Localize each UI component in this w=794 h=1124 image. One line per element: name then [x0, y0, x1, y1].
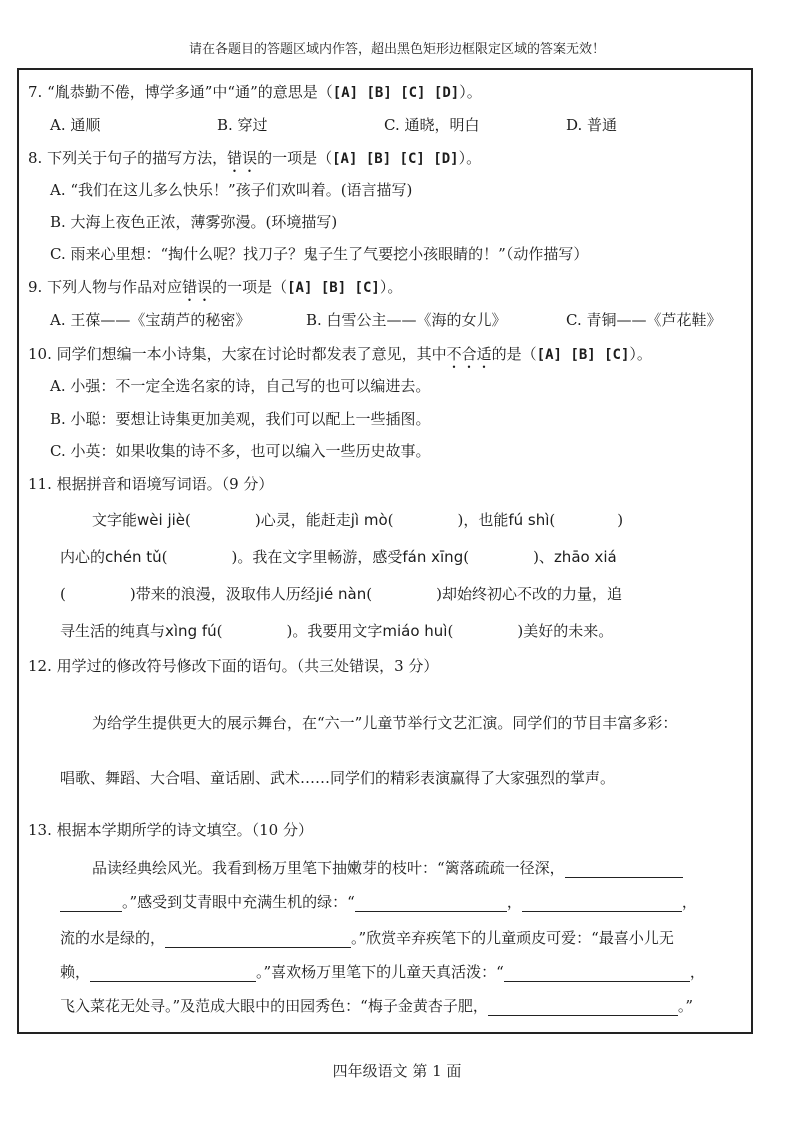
q7-option-a: A. 通顺: [50, 116, 101, 134]
answer-blank[interactable]: [565, 861, 683, 878]
q13-line-3: 流的水是绿的， 。”欣赏辛弃疾笔下的儿童顽皮可爱：“最喜小儿无: [60, 929, 674, 947]
pinyin-xing-fu: xìng fú: [165, 622, 217, 640]
q10-option-c: C. 小英：如果收集的诗不多，也可以编入一些历史故事。: [50, 442, 431, 460]
q11-line-1: 文字能wèi jiè( )心灵，能赶走jì mò( )，也能fú shì( ): [92, 511, 624, 529]
q7-option-d: D. 普通: [566, 116, 618, 134]
answer-blank[interactable]: [488, 999, 678, 1016]
question-7-stem: 7. “胤恭勤不倦，博学多通”中“通”的意思是（[A] [B] [C] [D]）。: [28, 83, 482, 101]
q10-answer-choices[interactable]: [A] [B] [C]: [536, 347, 630, 363]
q8-option-a: A. “我们在这儿多么快乐！”孩子们欢叫着。(语言描写): [50, 181, 413, 199]
q9-option-a: A. 王葆——《宝葫芦的秘密》: [50, 311, 251, 329]
q9-answer-choices[interactable]: [A] [B] [C]: [287, 280, 380, 296]
pinyin-fan-xing: fán xīng: [402, 548, 464, 566]
answer-blank[interactable]: [522, 895, 682, 912]
q13-line-2: 。”感受到艾青眼中充满生机的绿：“ ， ，: [60, 892, 697, 912]
question-8-stem: 8. 下列关于句子的描写方法，错误的一项是（[A] [B] [C] [D]）。: [28, 149, 482, 167]
pinyin-miao-hui: miáo huì: [382, 622, 448, 640]
q8-option-b: B. 大海上夜色正浓，薄雾弥漫。(环境描写): [50, 213, 338, 231]
q9-option-c: C. 青铜——《芦花鞋》: [566, 311, 722, 329]
answer-blank[interactable]: [504, 965, 690, 982]
q13-line-5: 飞入菜花无处寻。”及范成大眼中的田园秀色：“梅子金黄杏子肥， 。”: [60, 997, 694, 1015]
page-footer: 四年级语文 第 1 面: [332, 1062, 462, 1080]
q7-option-c: C. 通晓，明白: [384, 116, 480, 134]
q10-option-a: A. 小强：不一定全选名家的诗，自己写的也可以编进去。: [50, 377, 431, 395]
q9-option-b: B. 白雪公主——《海的女儿》: [306, 311, 507, 329]
q13-line-1: 品读经典绘风光。我看到杨万里笔下抽嫩芽的枝叶：“篱落疏疏一径深，: [92, 858, 683, 878]
pinyin-ji-mo: jì mò: [350, 511, 388, 529]
q8-answer-choices[interactable]: [A] [B] [C] [D]: [332, 151, 459, 167]
q11-line-2: 内心的chén tǔ( )。我在文字里畅游，感受fán xīng( )、zhāo xiá: [60, 548, 617, 566]
answer-blank[interactable]: [165, 931, 351, 948]
answer-area-notice: 请在各题目的答题区域内作答，超出黑色矩形边框限定区域的答案无效！: [188, 42, 605, 57]
question-13-title: 13. 根据本学期所学的诗文填空。（10 分）: [28, 821, 313, 839]
q8-option-c: C. 雨来心里想：“掏什么呢？找刀子？鬼子生了气要挖小孩眼睛的！”（动作描写）: [50, 245, 589, 263]
question-10-stem: 10. 同学们想编一本小诗集，大家在讨论时都发表了意见，其中不合适的是（[A] [B] [C]）。: [28, 345, 652, 363]
question-9-stem: 9. 下列人物与作品对应错误的一项是（[A] [B] [C]）。: [28, 278, 403, 296]
answer-blank[interactable]: [60, 895, 122, 912]
pinyin-zhao-xia: zhāo xiá: [553, 548, 617, 566]
q13-line-4: 赖， 。”喜欢杨万里笔下的儿童天真活泼：“ ，: [60, 963, 705, 981]
answer-blank[interactable]: [90, 965, 256, 982]
question-11-title: 11. 根据拼音和语境写词语。（9 分）: [28, 475, 274, 493]
q11-line-4: 寻生活的纯真与xìng fú( )。我要用文字miáo huì( )美好的未来。: [60, 622, 614, 640]
q10-option-b: B. 小聪：要想让诗集更加美观，我们可以配上一些插图。: [50, 410, 431, 428]
answer-blank[interactable]: [355, 895, 507, 912]
q12-passage-line-1: 为给学生提供更大的展示舞台，在“六一”儿童节举行文艺汇演。同学们的节目丰富多彩：: [92, 714, 678, 732]
q7-answer-choices[interactable]: [A] [B] [C] [D]: [332, 85, 460, 101]
pinyin-jie-nan: jié nàn: [315, 585, 367, 603]
pinyin-fu-shi: fú shì: [508, 511, 550, 529]
question-12-title: 12. 用学过的修改符号修改下面的语句。（共三处错误，3 分）: [28, 657, 439, 675]
pinyin-wei-jie: wèi jiè: [137, 511, 186, 529]
pinyin-chen-tu: chén tǔ: [105, 548, 162, 566]
q7-option-b: B. 穿过: [217, 116, 268, 134]
q12-passage-line-2: 唱歌、舞蹈、大合唱、童话剧、武术……同学们的精彩表演赢得了大家强烈的掌声。: [60, 769, 616, 787]
q11-line-3: ( )带来的浪漫，汲取伟人历经jié nàn( )却始终初心不改的力量，追: [60, 585, 622, 603]
